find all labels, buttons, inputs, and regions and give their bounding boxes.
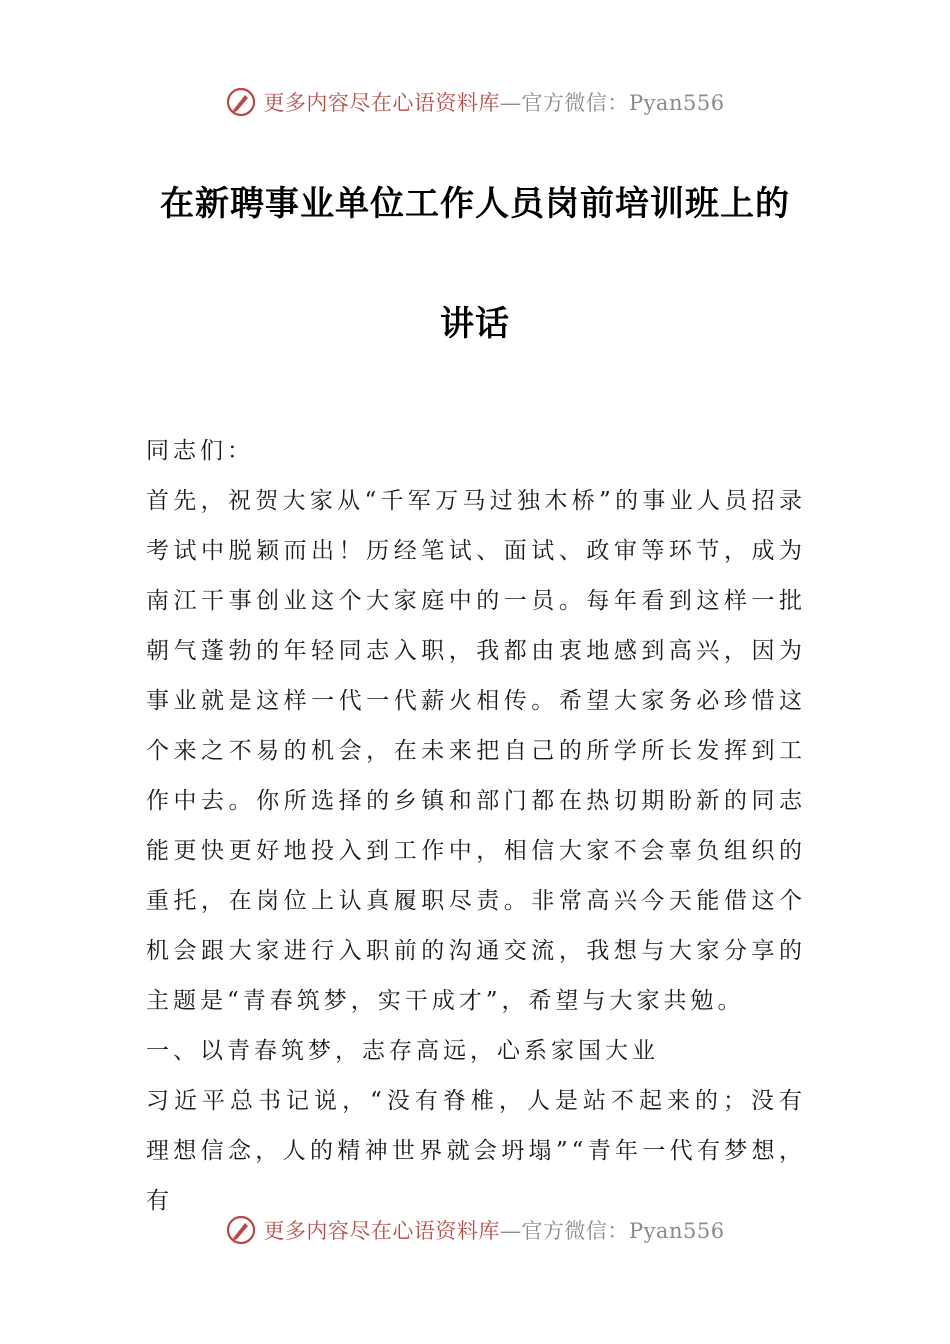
footer-watermark-banner	[0, 1210, 950, 1250]
document-body	[146, 426, 806, 1226]
document-title-line1: 在新聘事业单位工作人员岗前培训班上的	[160, 184, 790, 224]
document-title-line2: 讲话	[440, 304, 510, 344]
salutation: 同志们：	[146, 438, 254, 464]
pen-logo-icon	[225, 86, 257, 118]
footer-official-text: —官方微信：	[499, 1219, 629, 1243]
header-watermark-banner	[0, 82, 950, 122]
header-banner-text	[263, 87, 724, 117]
pen-logo-icon	[225, 1214, 257, 1246]
section-heading-1: 一、以青春筑梦，志存高远，心系家国大业	[146, 1038, 659, 1064]
paragraph-congratulations: 首先，祝贺大家从“千军万马过独木桥”的事业人员招录考试中脱颖而出！历经笔试、面试、政审等环节，成为南江干事创业这个大家庭中的一员。每年看到这样一批朝气蓬勃的年轻同志入职，我都由衷地感到高兴，因为事业就是这样一代一代薪火相传。希望大家务必珍惜这个来之不易的机会，在未来把自己的所学所长发挥到工作中去。你所选择的乡镇和部门都在热切期盼新的同志能更快更好地投入到工作中，相信大家不会辜负组织的重托，在岗位上认真履职尽责。非常高兴今天能借这个机会跟大家进行入职前的沟通交流，我想与大家分享的主题是“青春筑梦，实干成才”，希望与大家共勉。	[146, 488, 806, 1014]
footer-banner-text	[263, 1215, 724, 1245]
header-official-text: —官方微信：	[499, 91, 629, 115]
footer-brand-text: 更多内容尽在心语资料库	[263, 1219, 500, 1243]
header-brand-text: 更多内容尽在心语资料库	[263, 91, 500, 115]
header-wechat-id: Pyan556	[628, 91, 725, 115]
footer-wechat-id: Pyan556	[628, 1219, 725, 1243]
paragraph-quote: 习近平总书记说，“没有脊椎，人是站不起来的；没有理想信念，人的精神世界就会坍塌”“青年一代有梦想，有	[146, 1088, 806, 1214]
